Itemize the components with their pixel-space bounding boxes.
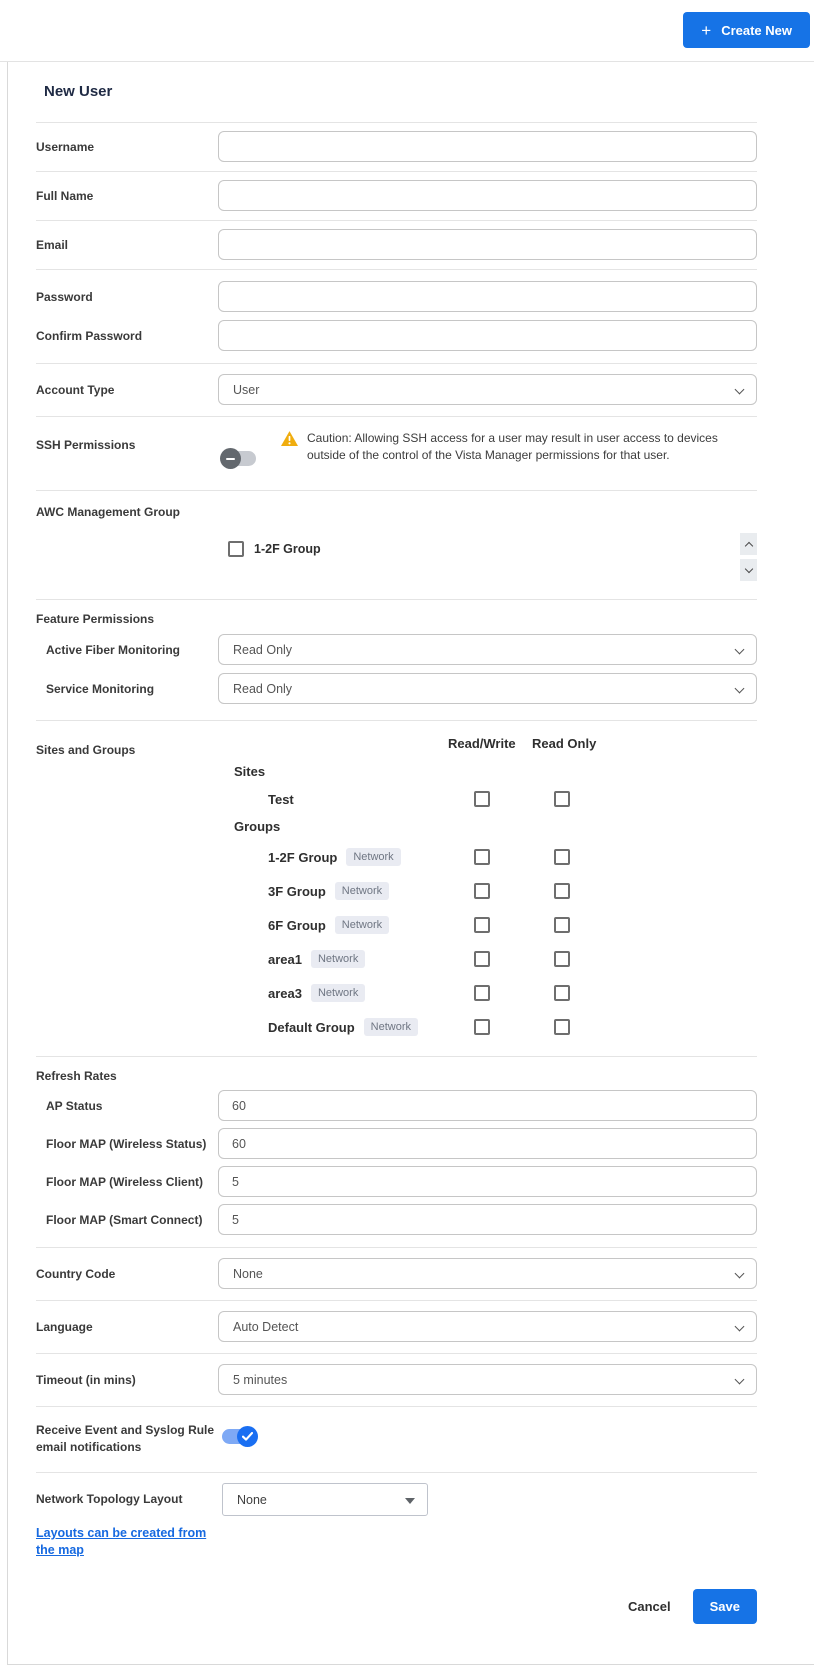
username-row xyxy=(36,123,757,171)
group-name: 1-2F Group xyxy=(268,849,338,865)
full-name-row xyxy=(36,172,757,220)
group-read-only-checkbox[interactable] xyxy=(554,883,570,899)
refresh-rates-label: Refresh Rates xyxy=(36,1069,117,1083)
account-type-value: User xyxy=(233,382,260,397)
feature-permissions-label: Feature Permissions xyxy=(36,612,155,626)
network-topology-layout-select[interactable] xyxy=(222,1483,428,1516)
active-fiber-monitoring-value: Read Only xyxy=(233,642,293,657)
group-name: 6F Group xyxy=(268,917,326,933)
awc-group-checkbox[interactable] xyxy=(228,541,244,557)
ssh-caution-text: Caution: Allowing SSH access for a user may result in user access to devices outside of the control of the Vista Manager permissions for that user. xyxy=(307,431,718,462)
ap-status-input[interactable] xyxy=(218,1090,757,1121)
ap-status-row xyxy=(36,1090,757,1121)
network-badge: Network xyxy=(346,848,400,866)
ssh-toggle[interactable] xyxy=(222,451,256,466)
confirm-password-row xyxy=(36,312,757,363)
service-monitoring-select[interactable] xyxy=(218,673,757,704)
page-title: New User xyxy=(44,83,113,100)
group-read-write-checkbox[interactable] xyxy=(474,951,490,967)
awc-group-list xyxy=(218,531,757,585)
group-name: area1 xyxy=(268,951,302,967)
check-icon xyxy=(242,1432,253,1441)
form-footer xyxy=(36,1579,757,1664)
chevron-down-icon xyxy=(744,564,752,572)
site-read-write-checkbox[interactable] xyxy=(474,791,490,807)
warning-icon xyxy=(281,431,298,446)
group-row xyxy=(218,840,757,874)
site-name: Test xyxy=(268,791,294,807)
ap-status-label: AP Status xyxy=(46,1099,103,1113)
cancel-button[interactable]: Cancel xyxy=(627,1599,671,1614)
email-input[interactable] xyxy=(218,229,757,260)
password-row xyxy=(36,270,757,312)
full-name-label: Full Name xyxy=(36,189,94,203)
site-row xyxy=(218,785,757,813)
full-name-input[interactable] xyxy=(218,180,757,211)
minus-icon xyxy=(226,458,235,460)
country-code-value: None xyxy=(233,1266,263,1281)
group-row xyxy=(218,1010,757,1044)
network-badge: Network xyxy=(335,882,389,900)
timeout-value: 5 minutes xyxy=(233,1372,288,1387)
group-read-write-checkbox[interactable] xyxy=(474,883,490,899)
top-bar xyxy=(0,0,814,62)
read-write-column-header: Read/Write xyxy=(448,735,516,751)
group-read-only-checkbox[interactable] xyxy=(554,917,570,933)
dropdown-arrow-icon xyxy=(405,1498,415,1504)
service-monitoring-row xyxy=(36,673,757,704)
group-name: area3 xyxy=(268,985,302,1001)
email-notifications-toggle-knob xyxy=(237,1426,258,1447)
confirm-password-label: Confirm Password xyxy=(36,329,143,343)
active-fiber-monitoring-row xyxy=(36,634,757,665)
network-badge: Network xyxy=(311,950,365,968)
group-row xyxy=(218,874,757,908)
floor-map-smart-connect-row xyxy=(36,1204,757,1235)
email-row xyxy=(36,221,757,269)
groups-subheader: Groups xyxy=(234,819,281,834)
chevron-down-icon xyxy=(735,645,745,655)
plus-icon: + xyxy=(701,20,712,40)
create-new-label: Create New xyxy=(721,22,792,38)
language-value: Auto Detect xyxy=(233,1319,299,1334)
group-read-only-checkbox[interactable] xyxy=(554,1019,570,1035)
permission-columns-header xyxy=(218,736,757,754)
network-badge: Network xyxy=(311,984,365,1002)
floor-map-wireless-client-label: Floor MAP (Wireless Client) xyxy=(46,1175,204,1189)
group-name: Default Group xyxy=(268,1019,355,1035)
group-read-write-checkbox[interactable] xyxy=(474,1019,490,1035)
network-topology-section xyxy=(36,1473,757,1579)
scroll-down-button[interactable] xyxy=(740,559,757,581)
confirm-password-input[interactable] xyxy=(218,320,757,351)
chevron-up-icon xyxy=(744,541,752,549)
group-read-write-checkbox[interactable] xyxy=(474,917,490,933)
sites-and-groups-label: Sites and Groups xyxy=(36,743,136,757)
email-notifications-toggle[interactable] xyxy=(222,1429,256,1444)
layouts-map-link[interactable]: Layouts can be created from the map xyxy=(36,1526,207,1557)
group-read-write-checkbox[interactable] xyxy=(474,849,490,865)
awc-scrollbar[interactable] xyxy=(740,533,757,581)
sites-and-groups-section xyxy=(36,721,757,1056)
username-label: Username xyxy=(36,140,95,154)
new-user-panel xyxy=(7,62,814,1665)
username-input[interactable] xyxy=(218,131,757,162)
network-badge: Network xyxy=(335,916,389,934)
group-read-only-checkbox[interactable] xyxy=(554,849,570,865)
email-notifications-label: Receive Event and Syslog Rule email notifications xyxy=(36,1423,215,1454)
language-select[interactable] xyxy=(218,1311,757,1342)
floor-map-wireless-client-row xyxy=(36,1166,757,1197)
network-topology-layout-value: None xyxy=(237,1492,267,1507)
floor-map-smart-connect-label: Floor MAP (Smart Connect) xyxy=(46,1213,203,1227)
password-label: Password xyxy=(36,290,93,304)
group-read-only-checkbox[interactable] xyxy=(554,985,570,1001)
sites-subheader: Sites xyxy=(234,764,266,779)
group-row xyxy=(218,908,757,942)
country-code-label: Country Code xyxy=(36,1267,116,1281)
language-row xyxy=(36,1301,757,1353)
country-code-select[interactable] xyxy=(218,1258,757,1289)
service-monitoring-value: Read Only xyxy=(233,681,293,696)
chevron-down-icon xyxy=(735,1269,745,1279)
chevron-down-icon xyxy=(735,1375,745,1385)
password-input[interactable] xyxy=(218,281,757,312)
site-read-only-checkbox[interactable] xyxy=(554,791,570,807)
awc-management-group-label: AWC Management Group xyxy=(36,505,181,519)
timeout-label: Timeout (in mins) xyxy=(36,1373,136,1387)
email-notifications-row xyxy=(36,1407,757,1472)
timeout-row xyxy=(36,1354,757,1406)
ssh-toggle-knob xyxy=(220,448,241,469)
timeout-select[interactable] xyxy=(218,1364,757,1395)
group-name: 3F Group xyxy=(268,883,326,899)
refresh-rates-section xyxy=(36,1057,757,1247)
feature-permissions-section xyxy=(36,600,757,720)
email-label: Email xyxy=(36,238,69,252)
chevron-down-icon xyxy=(735,385,745,395)
ssh-permissions-label: SSH Permissions xyxy=(36,438,136,452)
network-badge: Network xyxy=(364,1018,418,1036)
active-fiber-monitoring-select[interactable] xyxy=(218,634,757,665)
network-topology-layout-label: Network Topology Layout xyxy=(36,1492,183,1506)
floor-map-wireless-status-row xyxy=(36,1128,757,1159)
group-read-only-checkbox[interactable] xyxy=(554,951,570,967)
chevron-down-icon xyxy=(735,1322,745,1332)
floor-map-wireless-status-input[interactable] xyxy=(218,1128,757,1159)
floor-map-smart-connect-input[interactable] xyxy=(218,1204,757,1235)
awc-group-item xyxy=(218,531,757,557)
ssh-permissions-row xyxy=(36,417,757,490)
read-only-column-header: Read Only xyxy=(532,735,597,751)
active-fiber-monitoring-label: Active Fiber Monitoring xyxy=(46,643,181,657)
floor-map-wireless-status-label: Floor MAP (Wireless Status) xyxy=(46,1137,207,1151)
save-button[interactable]: Save xyxy=(693,1589,757,1624)
group-row xyxy=(218,976,757,1010)
awc-management-group-section xyxy=(36,491,757,599)
scroll-up-button[interactable] xyxy=(740,533,757,555)
country-code-row xyxy=(36,1248,757,1300)
create-new-button[interactable] xyxy=(683,12,810,48)
account-type-row xyxy=(36,364,757,416)
ssh-caution xyxy=(281,429,719,464)
chevron-down-icon xyxy=(735,684,745,694)
awc-group-name: 1-2F Group xyxy=(254,542,321,556)
account-type-select[interactable] xyxy=(218,374,757,405)
service-monitoring-label: Service Monitoring xyxy=(46,682,155,696)
group-read-write-checkbox[interactable] xyxy=(474,985,490,1001)
group-row xyxy=(218,942,757,976)
account-type-label: Account Type xyxy=(36,383,115,397)
language-label: Language xyxy=(36,1320,93,1334)
floor-map-wireless-client-input[interactable] xyxy=(218,1166,757,1197)
